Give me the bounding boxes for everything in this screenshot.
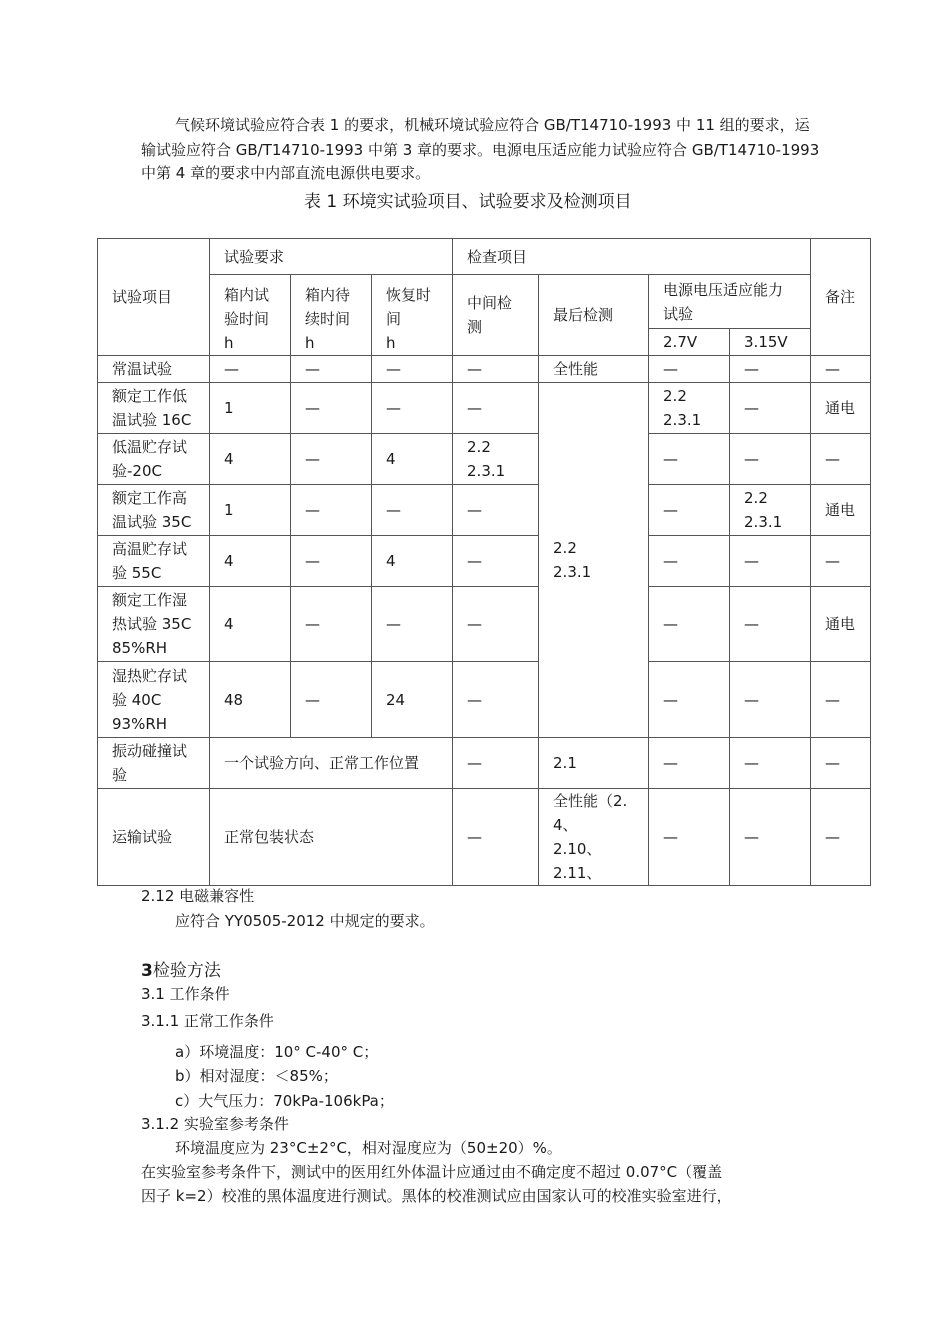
section-3-1-2: 3.1.2 实验室参考条件	[141, 1115, 289, 1133]
row-test-name: 额定工作高 温试验 35C	[98, 485, 210, 536]
header-chamber-wait-time: 箱内待 续时间 h	[291, 275, 372, 356]
table-row: 高温贮存试 验 55C 4 — 4 — — — —	[98, 536, 871, 587]
table-row: 额定工作湿 热试验 35C 85%RH 4 — — — — — 通电	[98, 587, 871, 662]
condition-c: c）大气压力：70kPa-106kPa；	[175, 1092, 394, 1110]
row-test-name: 额定工作低 温试验 16C	[98, 383, 210, 434]
section-3-1-1: 3.1.1 正常工作条件	[141, 1012, 274, 1030]
condition-b: b）相对湿度：＜85%；	[175, 1067, 338, 1085]
lab-conditions-line-3: 因子 k=2）校准的黑体温度进行测试。黑体的校准测试应由国家认可的校准实验室进行，	[141, 1187, 732, 1205]
header-intermediate-check: 中间检 测	[453, 275, 539, 356]
table-row: 湿热贮存试 验 40C 93%RH 48 — 24 — — — —	[98, 662, 871, 738]
header-final-check: 最后检测	[539, 275, 649, 356]
row-test-name: 高温贮存试 验 55C	[98, 536, 210, 587]
row-test-name: 运输试验	[98, 789, 210, 886]
intro-line-1: 气候环境试验应符合表 1 的要求，机械环境试验应符合 GB/T14710-1993 中 11 组的要求，运	[175, 116, 810, 134]
row-test-name: 常温试验	[98, 356, 210, 383]
emc-body: 应符合 YY0505-2012 中规定的要求。	[175, 912, 435, 930]
header-voltage-2-7v: 2.7V	[649, 329, 730, 356]
header-test-requirements: 试验要求	[210, 239, 453, 275]
table-caption: 表 1 环境实试验项目、试验要求及检测项目	[304, 192, 632, 212]
table-row: 额定工作高 温试验 35C 1 — — — — 2.2 2.3.1 通电	[98, 485, 871, 536]
intro-line-3: 中第 4 章的要求中内部直流电源供电要求。	[141, 164, 431, 182]
intro-line-2: 输试验应符合 GB/T14710-1993 中第 3 章的要求。电源电压适应能力试验应符合 GB/T14710-1993	[141, 141, 820, 159]
row-test-name: 振动碰撞试 验	[98, 738, 210, 789]
row-test-name: 低温贮存试 验-20C	[98, 434, 210, 485]
header-check-items: 检查项目	[453, 239, 811, 275]
lab-conditions-line-1: 环境温度应为 23°C±2°C，相对湿度应为（50±20）%。	[175, 1139, 562, 1157]
row-test-name: 湿热贮存试 验 40C 93%RH	[98, 662, 210, 738]
lab-conditions-line-2: 在实验室参考条件下，测试中的医用红外体温计应通过由不确定度不超过 0.07°C（覆盖	[141, 1163, 723, 1181]
section-3-heading: 3检验方法	[141, 961, 221, 981]
condition-a: a）环境温度：10° C-40° C；	[175, 1043, 379, 1061]
table-row: 常温试验 — — — — 全性能 — — —	[98, 356, 871, 383]
table-row: 运输试验 正常包装状态 — 全性能（2. 4、 2.10、2.11、 — — —	[98, 789, 871, 886]
header-test-item: 试验项目	[98, 239, 210, 356]
environment-test-table	[97, 238, 871, 886]
table-row: 振动碰撞试 验 一个试验方向、正常工作位置 — 2.1 — — —	[98, 738, 871, 789]
section-3-1: 3.1 工作条件	[141, 985, 230, 1003]
row-test-name: 额定工作湿 热试验 35C 85%RH	[98, 587, 210, 662]
header-chamber-test-time: 箱内试 验时间 h	[210, 275, 291, 356]
table-row: 低温贮存试 验-20C 4 — 4 2.2 2.3.1 — — —	[98, 434, 871, 485]
header-power-voltage-test: 电源电压适应能力 试验	[649, 275, 811, 329]
final-check-merged: 2.2 2.3.1	[539, 383, 649, 738]
header-voltage-3-15v: 3.15V	[730, 329, 811, 356]
table-row: 额定工作低 温试验 16C 1 — — — 2.2 2.3.1 2.2 2.3.1 — 通电	[98, 383, 871, 434]
emc-heading: 2.12 电磁兼容性	[141, 887, 255, 905]
header-remarks: 备注	[811, 239, 871, 356]
header-recovery-time: 恢复时 间 h	[372, 275, 453, 356]
